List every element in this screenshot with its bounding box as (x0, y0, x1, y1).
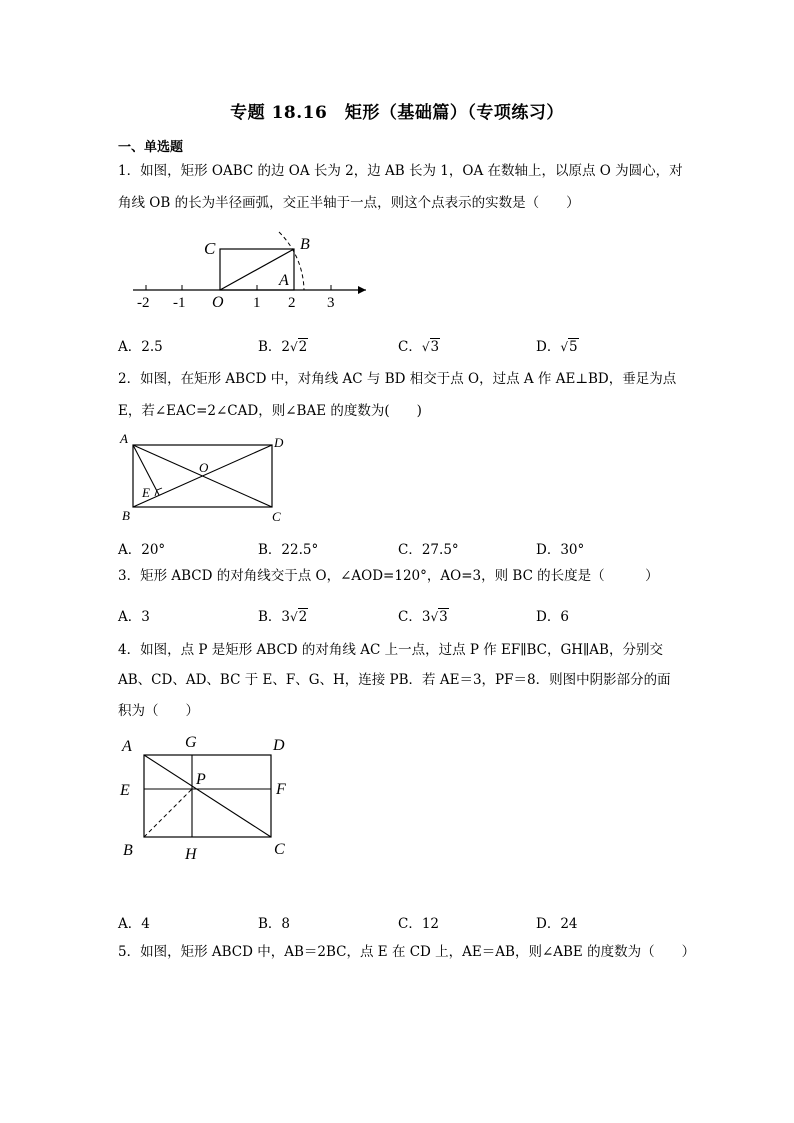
q1-option-b[interactable]: B．2√2 (258, 339, 308, 355)
q2-label-B: B (122, 508, 130, 523)
q1-number-line-figure (120, 222, 380, 314)
sqrt-symbol: √5 (560, 339, 578, 355)
q2-option-b[interactable]: B．22.5° (258, 542, 319, 558)
q1-option-c[interactable]: C．√3 (398, 339, 440, 355)
q4-label-D: D (273, 737, 285, 754)
q2-label-A: A (120, 431, 128, 446)
q4-label-B: B (123, 842, 133, 859)
q4-rectangle-figure (118, 730, 298, 865)
q4-option-c[interactable]: C．12 (398, 916, 440, 932)
q1-tick-origin: O (212, 294, 224, 311)
q2-option-c[interactable]: C．27.5° (398, 542, 459, 558)
q5-text-line-1: 5．如图，矩形 ABCD 中，AB＝2BC，点 E 在 CD 上，AE＝AB，则∠ABE 的度数为（ ） (118, 944, 696, 960)
q4-text-line-2: AB、CD、AD、BC 于 E、F、G、H，连接 PB．若 AE＝3，PF＝8．则图中阴影部分的面 (118, 672, 671, 688)
page-title: 专题 18.16 矩形（基础篇）（专项练习） (230, 103, 564, 123)
q1-text-line-2: 角线 OB 的长为半径画弧，交正半轴于一点，则这个点表示的实数是（ ） (118, 195, 580, 211)
q1-tick-neg2: -2 (137, 295, 150, 311)
q2-label-D: D (274, 435, 284, 450)
q4-text-line-1: 4．如图，点 P 是矩形 ABCD 的对角线 AC 上一点，过点 P 作 EF∥BC，GH∥AB，分别交 (118, 642, 663, 658)
q2-text-line-2: E，若∠EAC=2∠CAD，则∠BAE 的度数为( ) (118, 403, 422, 419)
q4-option-b[interactable]: B．8 (258, 916, 291, 932)
sqrt-symbol: √2 (290, 609, 308, 625)
q4-label-G: G (185, 734, 197, 751)
q1-text-line-1: 1．如图，矩形 OABC 的边 OA 长为 2，边 AB 长为 1，OA 在数轴上，以原点 O 为圆心，对 (118, 163, 683, 179)
q1-option-d[interactable]: D．√5 (536, 339, 578, 355)
sqrt-symbol: √2 (290, 339, 308, 355)
q4-option-d[interactable]: D．24 (536, 916, 578, 932)
q3-option-c[interactable]: C．3√3 (398, 609, 448, 625)
q3-option-a[interactable]: A．3 (118, 609, 150, 625)
q1-tick-1: 1 (253, 295, 261, 311)
q2-label-O: O (199, 460, 209, 475)
q1-tick-2: 2 (288, 295, 296, 311)
q4-label-P: P (196, 771, 206, 788)
q4-label-F: F (276, 781, 286, 798)
q2-option-d[interactable]: D．30° (536, 542, 585, 558)
q4-label-A: A (122, 738, 132, 755)
q1-option-a[interactable]: A．2.5 (118, 339, 163, 355)
q4-label-E: E (120, 782, 130, 799)
q3-option-b[interactable]: B．3√2 (258, 609, 308, 625)
q1-tick-3: 3 (327, 295, 335, 311)
q4-label-H: H (185, 846, 197, 863)
sqrt-symbol: √3 (421, 339, 440, 355)
q2-label-C: C (272, 509, 281, 524)
q2-rectangle-figure (118, 430, 290, 528)
q2-option-a[interactable]: A．20° (118, 542, 166, 558)
sqrt-symbol: √3 (430, 609, 448, 625)
q1-tick-neg1: -1 (173, 295, 186, 311)
q4-label-C: C (274, 841, 285, 858)
q1-label-B: B (300, 236, 310, 253)
section-heading: 一、单选题 (118, 140, 184, 155)
q4-option-a[interactable]: A．4 (118, 916, 150, 932)
q3-option-d[interactable]: D．6 (536, 609, 569, 625)
q1-label-A: A (279, 272, 289, 289)
q4-text-line-3: 积为（ ） (118, 703, 199, 719)
q2-text-line-1: 2．如图，在矩形 ABCD 中，对角线 AC 与 BD 相交于点 O，过点 A 作 AE⊥BD，垂足为点 (118, 371, 677, 387)
q3-text-line-1: 3．矩形 ABCD 的对角线交于点 O，∠AOD=120°，AO=3，则 BC 的长度是（ ） (118, 568, 659, 584)
q1-label-C: C (204, 239, 216, 258)
q2-label-E: E (142, 485, 150, 500)
